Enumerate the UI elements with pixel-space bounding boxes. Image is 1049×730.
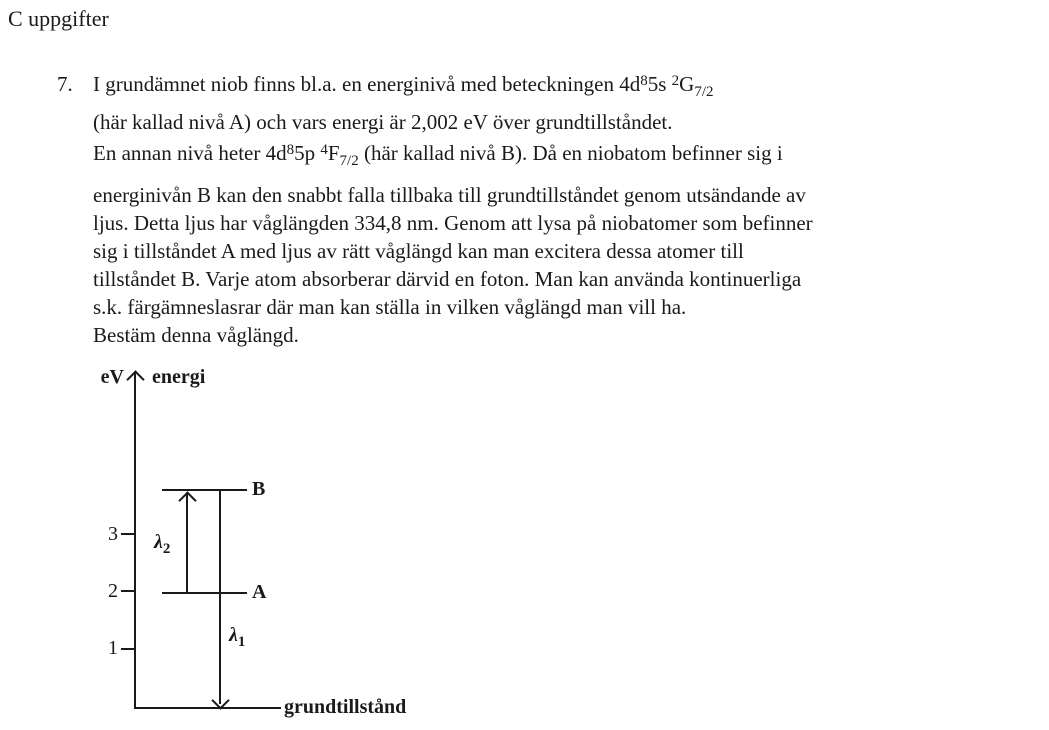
problem-text-line-8: s.k. färgämneslasrar där man kan ställa in vilken våglängd man vill ha.: [93, 295, 687, 319]
problem-text-line-7: tillståndet B. Varje atom absorberar därvid en foton. Man kan använda kontinuerliga: [93, 267, 802, 291]
problem-text-line-4: energinivån B kan den snabbt falla tillbaka till grundtillståndet genom utsändande av: [93, 183, 806, 207]
problem-text-line-6: sig i tillståndet A med ljus av rätt våglängd kan man excitera dessa atomer till: [93, 239, 744, 263]
lambda2-arrowhead-up-icon: [178, 491, 196, 509]
level-a-line: [162, 592, 247, 594]
axis-unit-label: eV: [100, 366, 124, 388]
level-b-line: [162, 489, 247, 491]
formula-superscript: 2: [671, 73, 680, 89]
lambda1-arrow-line: [219, 490, 221, 704]
formula-subscript: 7/2: [694, 84, 714, 100]
text-segment: 5p: [294, 141, 321, 165]
formula-superscript: 8: [286, 142, 295, 158]
text-segment: (här kallad nivå B). Då en niobatom befinner sig i: [358, 141, 783, 165]
text-segment: F: [327, 141, 340, 165]
lambda-subscript: 1: [237, 634, 246, 650]
text-segment: I grundämnet niob finns bl.a. en energinivå med beteckningen 4d: [93, 72, 641, 96]
tick-mark-2: [121, 590, 135, 592]
problem-text-line-2: (här kallad nivå A) och vars energi är 2,002 eV över grundtillståndet.: [93, 110, 673, 134]
tick-label-1: 1: [108, 637, 118, 659]
lambda-symbol: λ: [229, 624, 238, 646]
lambda1-label: [229, 624, 246, 650]
formula-superscript: 8: [640, 73, 648, 89]
axis-title-label: energi: [152, 366, 206, 388]
page-title: C uppgifter: [8, 6, 109, 31]
axis-arrow-up-icon: [126, 370, 144, 388]
problem-text-line-3: [93, 139, 813, 167]
lambda-subscript: 2: [162, 541, 171, 557]
formula-subscript: 7/2: [339, 153, 359, 169]
level-a-label: A: [252, 581, 267, 603]
formula-superscript: 4: [320, 142, 328, 158]
tick-label-2: 2: [108, 580, 118, 602]
ground-state-label: grundtillstånd: [284, 696, 407, 718]
text-segment: G: [679, 72, 695, 96]
text-segment: 5s: [647, 72, 672, 96]
problem-text: [93, 70, 813, 349]
tick-mark-3: [121, 533, 135, 535]
problem-text-line-5: ljus. Detta ljus har våglängden 334,8 nm. Genom att lysa på niobatomer som befinner: [93, 211, 813, 235]
energy-axis-line: [134, 372, 136, 709]
lambda-symbol: λ: [154, 531, 163, 553]
problem-text-line-9: Bestäm denna våglängd.: [93, 323, 299, 347]
tick-label-3: 3: [108, 523, 118, 545]
tick-mark-1: [121, 648, 135, 650]
problem-number: 7.: [57, 72, 73, 96]
text-segment: En annan nivå heter 4d: [93, 141, 287, 165]
ground-state-line: [134, 707, 281, 709]
level-b-label: B: [252, 478, 266, 500]
problem-text-line-1: [93, 70, 813, 98]
lambda2-label: [154, 531, 171, 557]
